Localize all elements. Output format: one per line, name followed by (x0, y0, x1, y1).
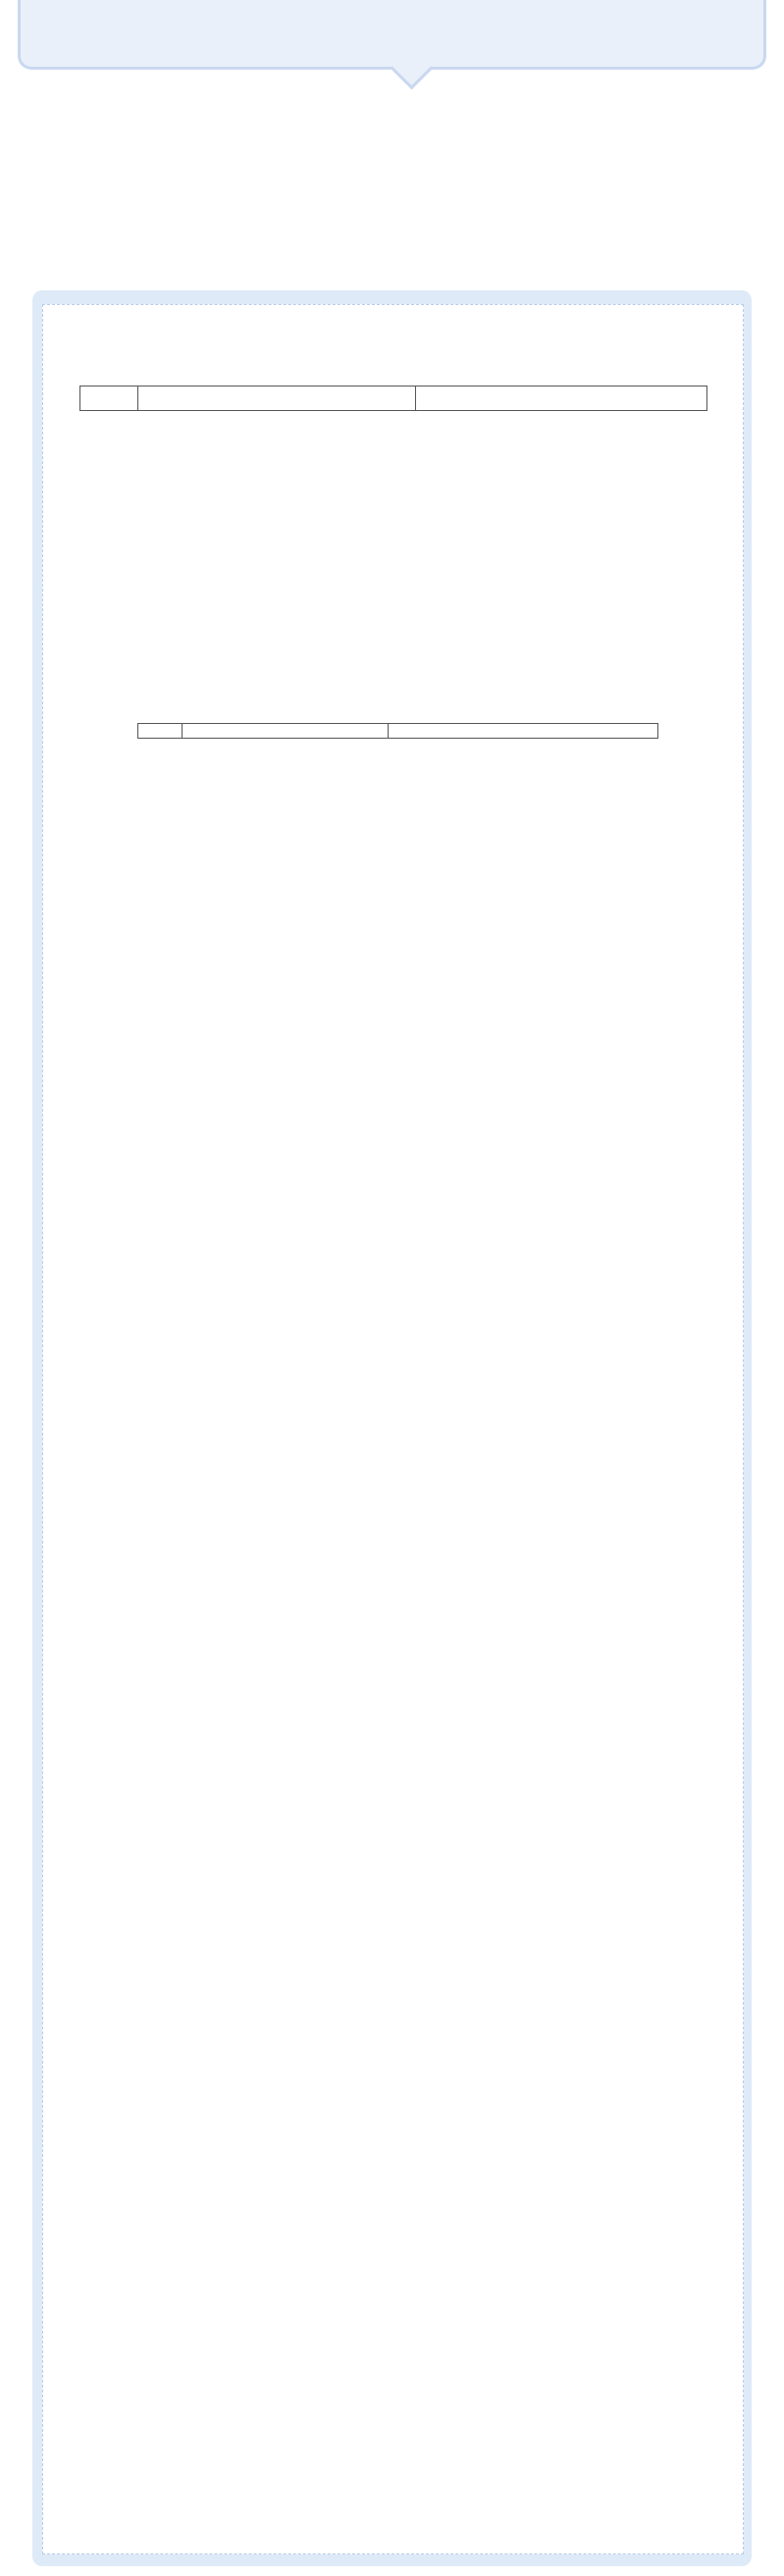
medical-header-address (416, 386, 707, 411)
medical-table (79, 386, 707, 411)
pharmacy-header-name (183, 724, 389, 739)
image-card (32, 290, 752, 2566)
image-card-inner (42, 304, 744, 2554)
speech-notch (391, 47, 434, 90)
medical-header-name (138, 386, 416, 411)
pharmacy-header-no (138, 724, 183, 739)
intro-box (18, 0, 766, 70)
pharmacy-header-address (389, 724, 658, 739)
pharmacy-table (137, 723, 658, 739)
medical-header-no (80, 386, 138, 411)
